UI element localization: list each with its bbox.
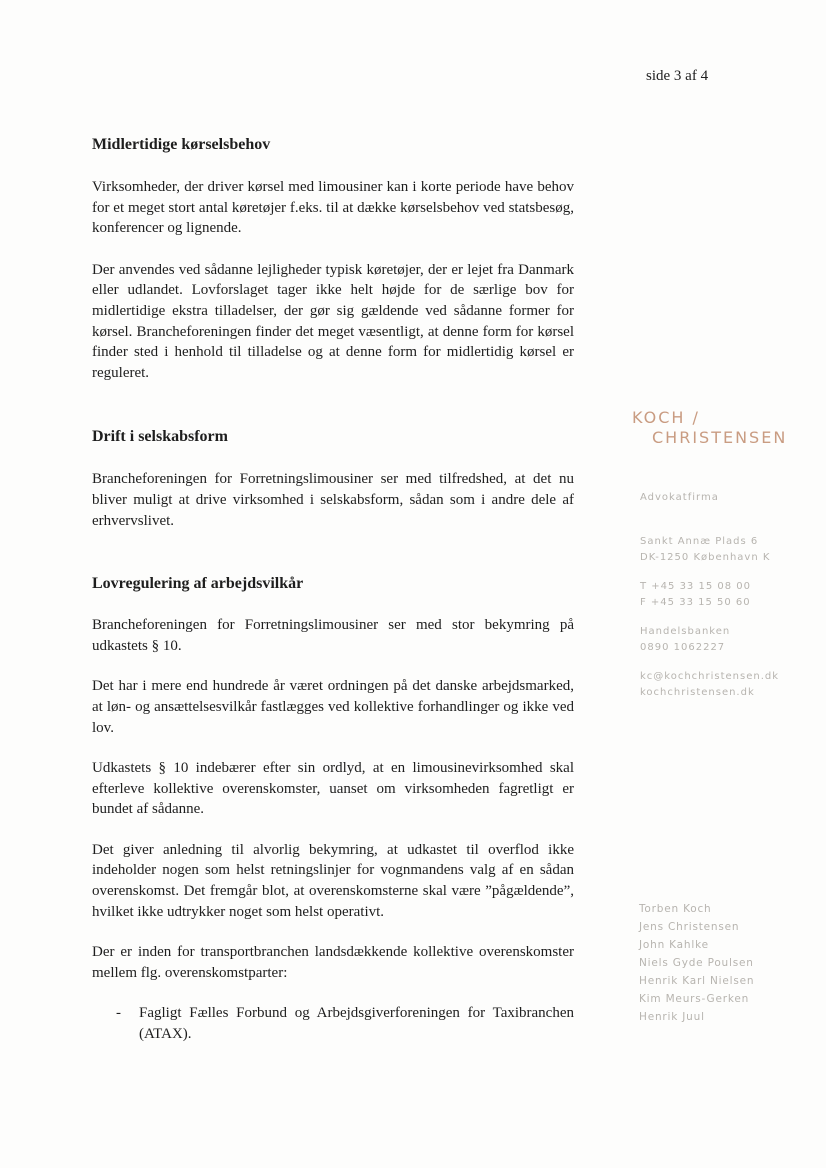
paragraph: Brancheforeningen for Forretningslimousiner ser med stor bekymring på udkastets § 10.: [92, 617, 574, 654]
phone-number: T +45 33 15 08 00: [640, 581, 752, 592]
partner-name: Jens Christensen: [639, 921, 740, 933]
firm-logo-line1: KOCH /: [632, 408, 700, 427]
section-heading-company-form: Drift i selskabsform: [92, 428, 228, 446]
paragraph: Der anvendes ved sådanne lejligheder typisk køretøjer, der er lejet fra Danmark eller udlandet. Lovforslaget tager ikke helt højde for de særlige bov for midlertidige ekstra tilladelser, der gør sig gældende ved sådanne former for kørsel. Brancheforeningen finder det meget væsentligt, at denne form for kørsel finder sted i henhold til tilladelse og at denne form for midlertidig kørsel er reguleret.: [92, 261, 574, 381]
partner-name: Niels Gyde Poulsen: [639, 957, 754, 969]
partner-name: John Kahlke: [639, 939, 709, 951]
bank-account: 0890 1062227: [640, 642, 726, 653]
paragraph: Udkastets § 10 indebærer efter sin ordlyd, at en limousinevirksomhed skal efterleve kollektive overenskomster, uanset om virksomheden fagretligt er bundet af sådanne.: [92, 760, 574, 818]
letter-body: [92, 135, 574, 1045]
paragraph: Der er inden for transportbranchen landsdækkende kollektive overenskomster mellem flg. overenskomstparter:: [92, 944, 574, 981]
address-line1: Sankt Annæ Plads 6: [640, 536, 759, 547]
fax-number: F +45 33 15 50 60: [640, 597, 751, 608]
address-line2: DK-1250 København K: [640, 552, 771, 563]
partner-name: Henrik Karl Nielsen: [639, 975, 755, 987]
website-address: kochchristensen.dk: [640, 687, 755, 698]
section-heading-working-conditions: Lovregulering af arbejdsvilkår: [92, 575, 304, 593]
firm-type: Advokatfirma: [640, 492, 719, 503]
firm-logo-line2: CHRISTENSEN: [652, 428, 788, 447]
bullet-item: [92, 1003, 574, 1044]
partner-name: Kim Meurs-Gerken: [639, 993, 750, 1005]
partner-name: Henrik Juul: [639, 1011, 705, 1023]
email-address: kc@kochchristensen.dk: [640, 671, 780, 682]
paragraph: Det har i mere end hundrede år været ordningen på det danske arbejdsmarked, at løn- og ansættelsesvilkår fastlægges ved kollektive forhandlinger og ikke ved lov.: [92, 678, 574, 736]
bullet-text: Fagligt Fælles Forbund og Arbejdsgiverforeningen for Taxibranchen (ATAX).: [139, 1005, 574, 1043]
partner-list: [639, 900, 754, 1026]
section-heading-temporary-driving: Midlertidige kørselsbehov: [92, 136, 271, 153]
letterhead-sidebar: [632, 408, 787, 701]
partner-name: Torben Koch: [639, 903, 712, 915]
page-number: side 3 af 4: [646, 68, 709, 84]
paragraph: Brancheforeningen for Forretningslimousiner ser med tilfredshed, at det nu bliver muligt at drive virksomhed i selskabsform, sådan som i andre dele af erhvervslivet.: [92, 471, 574, 529]
bank-name: Handelsbanken: [640, 626, 731, 637]
bullet-dash: -: [116, 1005, 121, 1022]
paragraph: Virksomheder, der driver kørsel med limousiner kan i korte periode have behov for et meget stort antal køretøjer f.eks. til at dække kørselsbehov ved statsbesøg, konferencer og lignende.: [92, 179, 574, 237]
paragraph: Det giver anledning til alvorlig bekymring, at udkastet til overflod ikke indeholder nogen som helst retningslinjer for vognmandens valg af en sådan overenskomst. Det fremgår blot, at overenskomsterne skal være ”pågældende”, hvilket ikke udtrykker noget som helst operativt.: [92, 841, 574, 920]
